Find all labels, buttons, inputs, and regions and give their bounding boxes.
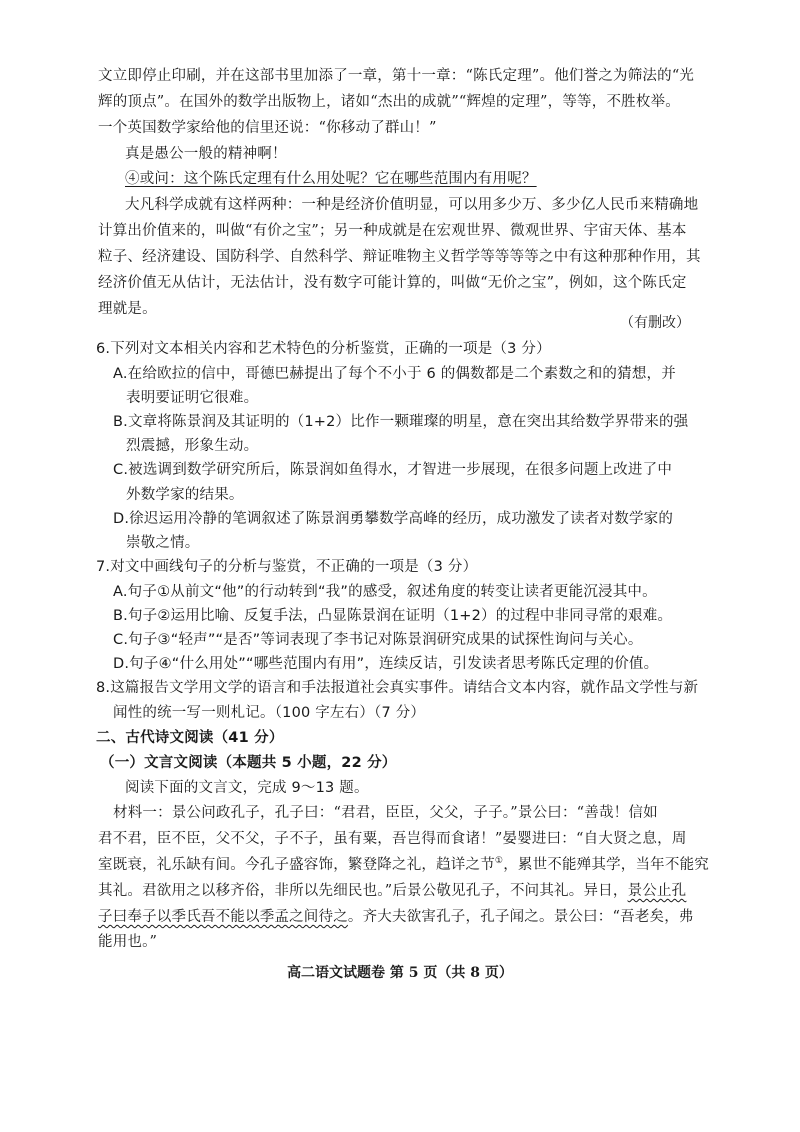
q6-option-c: C.被选调到数学研究所后，陈景润如鱼得水，才智进一步展现，在很多问题上改进了中 xyxy=(113,462,673,478)
text-segment: 其礼。君欲用之以移齐俗，非所以先细民也。”后景公敬见孔子，不问其礼。异日， xyxy=(98,883,628,899)
reading-instruction: 阅读下面的文言文，完成 9～13 题。 xyxy=(125,780,369,796)
q6-option-a: A.在给欧拉的信中，哥德巴赫提出了每个不小于 6 的偶数都是二个素数之和的猜想，并 xyxy=(113,366,676,382)
underlined-sentence-4: ④或问：这个陈氏定理有什么用处呢？它在哪些范围内有用呢？ xyxy=(125,171,537,187)
page-footer: 高二语文试题卷 第 5 页（共 8 页） xyxy=(287,965,513,981)
text-segment: 。齐大夫欲害孔子，孔子闻之。景公曰：“吾老矣，弗 xyxy=(347,909,694,925)
question-8-stem-cont: 闻性的统一写一则札记。（100 字左右）（7 分） xyxy=(113,705,426,721)
q6-option-d-cont: 崇敬之情。 xyxy=(126,535,200,551)
q6-option-b-cont: 烈震撼，形象生动。 xyxy=(126,438,259,454)
q6-option-a-cont: 表明要证明它很难。 xyxy=(126,390,259,406)
source-note: （有删改） xyxy=(620,315,690,331)
question-8-stem: 8.这篇报告文学用文学的语言和手法报道社会真实事件。请结合文本内容，就作品文学性与新 xyxy=(96,680,699,696)
passage-line: 一个英国数学家给他的信里还说：“你移动了群山！” xyxy=(98,120,437,136)
q6-option-d: D.徐迟运用冷静的笔调叙述了陈景润勇攀数学高峰的经历，成功激发了读者对数学家的 xyxy=(113,511,674,527)
question-6-stem: 6.下列对文本相关内容和艺术特色的分析鉴赏，正确的一项是（3 分） xyxy=(96,341,551,357)
text-segment: ，累世不能殚其学，当年不能究 xyxy=(503,857,709,873)
wavy-underlined-text: 子曰奉子以季氏吾不能以季孟之间待之 xyxy=(98,909,348,925)
q7-option-d: D.句子④“什么用处”“哪些范围内有用”，连续反诘，引发读者思考陈氏定理的价值。 xyxy=(113,656,659,672)
material-1-line xyxy=(98,905,694,926)
material-1-line xyxy=(98,879,686,900)
passage-line: 经济价值无从估计，无法估计，没有数字可能计算的，叫做“无价之宝”，例如，这个陈氏定 xyxy=(98,275,687,291)
passage-line: 真是愚公一般的精神啊！ xyxy=(125,146,287,162)
material-1-line: 君不君，臣不臣，父不父，子不子，虽有粟，吾岂得而食诸！”晏婴进曰：“自大贤之息，周 xyxy=(98,831,687,847)
section-title: 二、古代诗文阅读（41 分） xyxy=(96,730,284,746)
material-1-line: 材料一：景公问政孔子，孔子曰：“君君，臣臣，父父，子子。”景公曰：“善哉！信如 xyxy=(113,805,658,821)
wavy-underlined-text: 景公止孔 xyxy=(627,883,687,899)
footnote-marker: ① xyxy=(494,856,504,867)
q6-option-b: B.文章将陈景润及其证明的（1+2）比作一颗璀璨的明星，意在突出其给数学界带来的强 xyxy=(113,414,689,430)
q7-option-b: B.句子②运用比喻、反复手法，凸显陈景润在证明（1+2）的过程中非同寻常的艰难。 xyxy=(113,608,673,624)
q7-option-c: C.句子③“轻声”“是否”等词表现了李书记对陈景润研究成果的试探性询问与关心。 xyxy=(113,632,643,648)
passage-line: 理就是。 xyxy=(98,301,157,317)
material-1-line: 能用也。” xyxy=(98,934,158,950)
passage-line: 文立即停止印刷，并在这部书里加添了一章，第十一章：“陈氏定理”。他们誉之为筛法的“光 xyxy=(98,68,695,84)
subsection-title: （一）文言文阅读（本题共 5 小题，22 分） xyxy=(100,755,397,771)
passage-line: 辉的顶点”。在国外的数学出版物上，诸如“杰出的成就”“辉煌的定理”，等等，不胜枚举。 xyxy=(98,94,680,110)
q6-option-c-cont: 外数学家的结果。 xyxy=(126,487,244,503)
q7-option-a: A.句子①从前文“他”的行动转到“我”的感受，叙述角度的转变让读者更能沉浸其中。 xyxy=(113,584,657,600)
material-1-line xyxy=(98,853,709,874)
passage-line: 大凡科学成就有这样两种：一种是经济价值明显，可以用多少万、多少亿人民币来精确地 xyxy=(125,197,699,213)
passage-line: 粒子、经济建设、国防科学、自然科学、辩证唯物主义哲学等等等等之中有这种那种作用，其 xyxy=(98,249,701,265)
text-segment: 室既衰，礼乐缺有间。今孔子盛容饰，繁登降之礼，趋详之节 xyxy=(98,857,495,873)
passage-line: 计算出价值来的，叫做“有价之宝”；另一种成就是在宏观世界、微观世界、宇宙天体、基本 xyxy=(98,223,687,239)
question-7-stem: 7.对文中画线句子的分析与鉴赏，不正确的一项是（3 分） xyxy=(96,559,478,575)
